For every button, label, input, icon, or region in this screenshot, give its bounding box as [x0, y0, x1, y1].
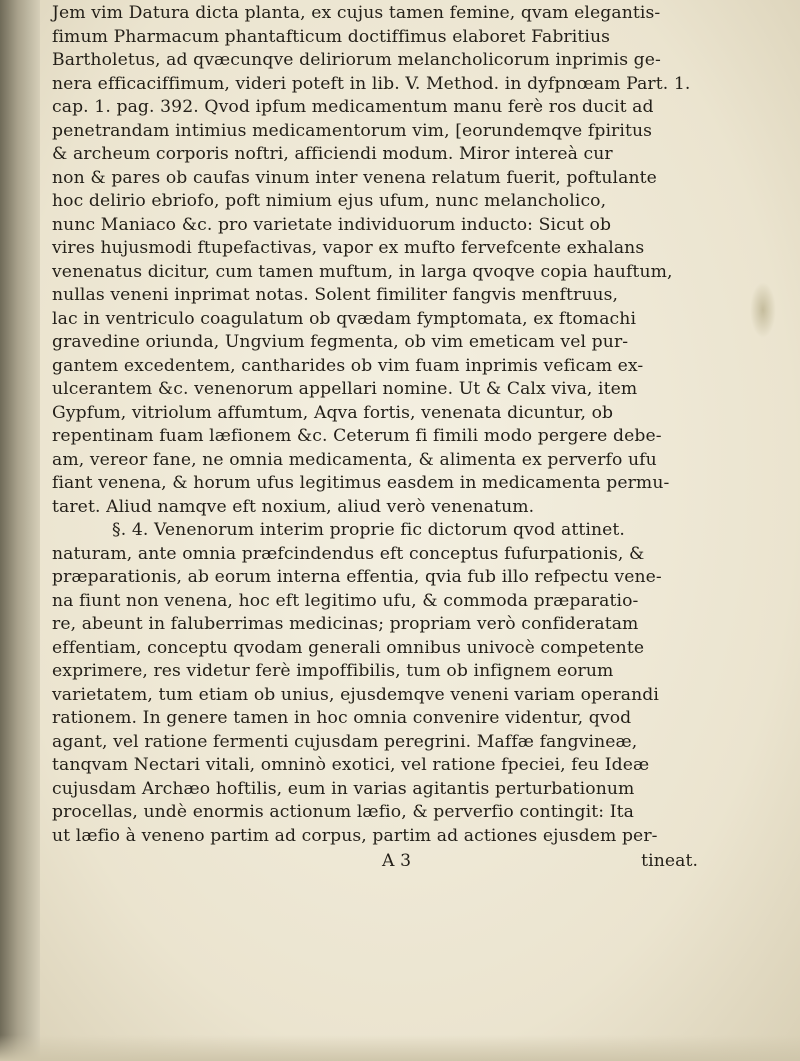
text-line: am, vereor fane, ne omnia medicamenta, & alimenta ex perverfo ufu — [52, 449, 657, 470]
text-line: Gypfum, vitriolum affumtum, Aqva fortis, venenata dicuntur, ob — [52, 402, 614, 423]
text-line: repentinam fuam læfionem &c. Ceterum fi fimili modo pergere debe- — [52, 426, 662, 446]
text-line: fiant venena, & horum ufus legitimus easdem in medicamenta permu- — [52, 473, 670, 493]
text-line: nullas veneni inprimat notas. Solent fimiliter fangvis menftruus, — [52, 285, 619, 305]
text-line: taret. Aliud namqve eft noxium, aliud verò venenatum. — [52, 496, 535, 517]
text-line: Bartholetus, ad qvæcunqve deliriorum melancholicorum inprimis ge- — [52, 50, 661, 70]
text-line: procellas, undè enormis actionum læfio, & perverfio contingit: Ita — [52, 802, 634, 822]
page-gutter — [0, 0, 40, 1061]
text-line: ut læfio à veneno partim ad corpus, partim ad actiones ejusdem per- — [52, 825, 658, 846]
text-line: na fiunt non venena, hoc eft legitimo ufu, & commoda præparatio- — [52, 590, 639, 611]
catchword: tineat. — [641, 851, 699, 871]
page-text — [52, 2, 762, 874]
text-line: & archeum corporis noftri, afficiendi modum. Miror intereà cur — [52, 144, 613, 164]
signature-mark: A 3 — [382, 851, 412, 871]
text-line: tanqvam Nectari vitali, omninò exotici, vel ratione fpeciei, feu Ideæ — [52, 755, 650, 775]
text-line: re, abeunt in faluberrimas medicinas; propriam verò confideratam — [52, 614, 639, 634]
text-line: nera efficaciffimum, videri poteft in lib. V. Method. in dyfpnœam Part. 1. — [52, 73, 691, 94]
text-line: gravedine oriunda, Ungvium fegmenta, ob vim emeticam vel pur- — [52, 332, 629, 352]
text-line: exprimere, res videtur ferè impoffibilis, tum ob infignem eorum — [52, 661, 614, 681]
text-line: gantem excedentem, cantharides ob vim fuam inprimis veficam ex- — [52, 355, 644, 376]
signature-line — [52, 848, 762, 874]
text-line: Jem vim Datura dicta planta, ex cujus tamen femine, qvam elegantis- — [52, 3, 661, 23]
text-line: nunc Maniaco &c. pro varietate individuorum inducto: Sicut ob — [52, 214, 612, 235]
page-bottom-edge — [0, 1035, 800, 1061]
section-heading: §. 4. Venenorum interim proprie fic dictorum qvod attinet. — [112, 520, 625, 540]
text-line: penetrandam intimius medicamentorum vim, [eorundemqve fpiritus — [52, 120, 653, 141]
text-line: rationem. In genere tamen in hoc omnia convenire videntur, qvod — [52, 708, 632, 728]
text-line: lac in ventriculo coagulatum ob qvædam fymptomata, ex ftomachi — [52, 308, 637, 329]
text-line: non & pares ob caufas vinum inter venena relatum fuerit, poftulante — [52, 167, 657, 188]
text-line: ulcerantem &c. venenorum appellari nomine. Ut & Calx viva, item — [52, 379, 638, 399]
text-line: vires hujusmodi ftupefactivas, vapor ex mufto fervefcente exhalans — [52, 238, 645, 258]
text-line: naturam, ante omnia præfcindendus eft conceptus fufurpationis, & — [52, 543, 645, 564]
text-line: cujusdam Archæo hoftilis, eum in varias agitantis perturbationum — [52, 778, 635, 799]
text-line: hoc delirio ebriofo, poft nimium ejus ufum, nunc melancholico, — [52, 191, 607, 211]
text-line: fimum Pharmacum phantafticum doctiffimus elaboret Fabritius — [52, 26, 611, 47]
text-line: agant, vel ratione fermenti cujusdam peregrini. Maffæ fangvineæ, — [52, 731, 638, 752]
text-line: cap. 1. pag. 392. Qvod ipfum medicamentum manu ferè ros ducit ad — [52, 97, 654, 117]
text-line: venenatus dicitur, cum tamen muftum, in larga qvoqve copia hauftum, — [52, 261, 673, 282]
text-line: varietatem, tum etiam ob unius, ejusdemqve veneni variam operandi — [52, 684, 659, 705]
text-line: præparationis, ab eorum interna effentia, qvia fub illo refpectu vene- — [52, 567, 662, 587]
text-line: effentiam, conceptu qvodam generali omnibus univocè competente — [52, 637, 645, 658]
